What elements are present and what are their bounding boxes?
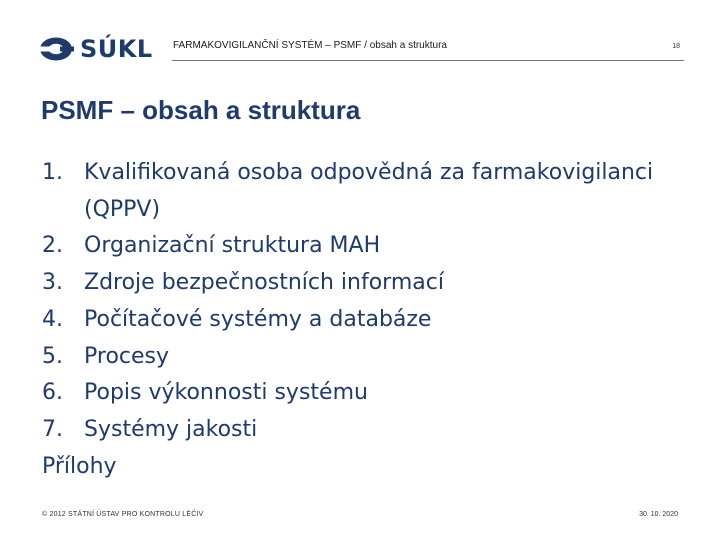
footer-date: 30. 10. 2020 [639, 511, 678, 518]
list-item-text: Kvalifikovaná osoba odpovědná za farmakovigilanci (QPPV) [84, 160, 654, 222]
list-item-text: Zdroje bezpečnostních informací [84, 270, 444, 296]
list-item-number: 5. [42, 343, 63, 369]
list-item-text: Počítačové systémy a databáze [84, 306, 432, 332]
list-item [42, 265, 692, 302]
sukl-logo [38, 34, 153, 64]
list-item-text: Organizační struktura MAH [84, 233, 381, 259]
content-list [42, 155, 692, 485]
list-item-text: Popis výkonnosti systému [84, 380, 368, 406]
list-item [42, 339, 692, 376]
page-number: 18 [672, 43, 680, 50]
list-item-number: 6. [42, 380, 63, 406]
list-item-number: 1. [42, 160, 63, 185]
list-item-text: Systémy jakosti [84, 416, 258, 442]
logo-text: SÚKL [80, 35, 153, 63]
list-item-number: 4. [42, 306, 63, 332]
list-item [42, 155, 692, 228]
list-item [42, 228, 692, 265]
footer-copyright: © 2012 STÁTNÍ ÚSTAV PRO KONTROLU LÉČIV [42, 511, 204, 518]
list-item-text: Procesy [84, 343, 170, 369]
header-title: FARMAKOVIGILANČNÍ SYSTÉM – PSMF / obsah a struktura [173, 40, 447, 51]
list-item-number: 7. [42, 416, 63, 442]
list-item [42, 302, 692, 339]
slide-title: PSMF – obsah a struktura [41, 95, 361, 125]
appendix-label: Přílohy [42, 453, 117, 479]
list-item [42, 412, 692, 449]
header-divider [172, 60, 684, 61]
list-item-number: 3. [42, 270, 63, 296]
list-item [42, 375, 692, 412]
list-item-number: 2. [42, 233, 63, 259]
sukl-logo-mark-icon [38, 34, 74, 64]
